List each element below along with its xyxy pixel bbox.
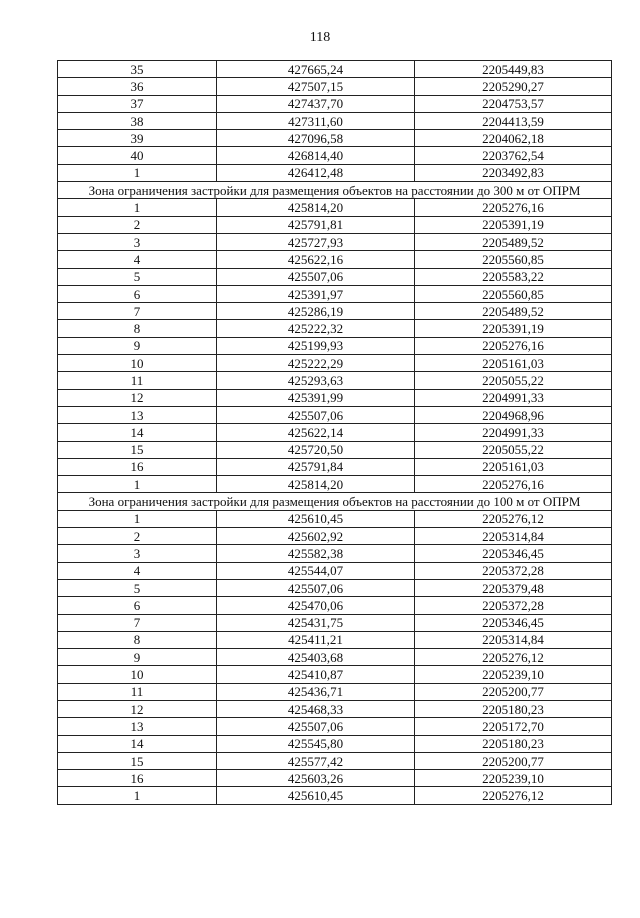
coordinates-table <box>57 60 612 805</box>
point-number-cell: 16 <box>58 458 217 475</box>
y-coordinate-cell: 2205391,19 <box>415 216 612 233</box>
x-coordinate-cell: 425431,75 <box>217 614 415 631</box>
table-row <box>58 718 612 735</box>
y-coordinate-cell: 2205276,16 <box>415 476 612 493</box>
table-row <box>58 372 612 389</box>
x-coordinate-cell: 425545,80 <box>217 735 415 752</box>
table-row <box>58 268 612 285</box>
y-coordinate-cell: 2205583,22 <box>415 268 612 285</box>
table-row <box>58 130 612 147</box>
point-number-cell: 14 <box>58 424 217 441</box>
y-coordinate-cell: 2205314,84 <box>415 631 612 648</box>
x-coordinate-cell: 425727,93 <box>217 233 415 250</box>
point-number-cell: 6 <box>58 597 217 614</box>
x-coordinate-cell: 425411,21 <box>217 631 415 648</box>
y-coordinate-cell: 2205489,52 <box>415 303 612 320</box>
table-row <box>58 320 612 337</box>
table-row <box>58 251 612 268</box>
point-number-cell: 7 <box>58 303 217 320</box>
y-coordinate-cell: 2205391,19 <box>415 320 612 337</box>
y-coordinate-cell: 2205055,22 <box>415 441 612 458</box>
point-number-cell: 39 <box>58 130 217 147</box>
y-coordinate-cell: 2205560,85 <box>415 285 612 302</box>
x-coordinate-cell: 425470,06 <box>217 597 415 614</box>
x-coordinate-cell: 425720,50 <box>217 441 415 458</box>
section-title: Зона ограничения застройки для размещения объектов на расстоянии до 100 м от ОПРМ <box>58 493 612 510</box>
point-number-cell: 4 <box>58 251 217 268</box>
table-row <box>58 752 612 769</box>
table-row <box>58 770 612 787</box>
table-row <box>58 78 612 95</box>
y-coordinate-cell: 2205489,52 <box>415 233 612 250</box>
y-coordinate-cell: 2205372,28 <box>415 597 612 614</box>
table-row <box>58 666 612 683</box>
point-number-cell: 37 <box>58 95 217 112</box>
table-row <box>58 579 612 596</box>
y-coordinate-cell: 2205180,23 <box>415 735 612 752</box>
x-coordinate-cell: 425391,99 <box>217 389 415 406</box>
y-coordinate-cell: 2205290,27 <box>415 78 612 95</box>
x-coordinate-cell: 426412,48 <box>217 164 415 181</box>
table-row <box>58 528 612 545</box>
x-coordinate-cell: 425577,42 <box>217 752 415 769</box>
point-number-cell: 3 <box>58 545 217 562</box>
table-row <box>58 787 612 804</box>
x-coordinate-cell: 425410,87 <box>217 666 415 683</box>
y-coordinate-cell: 2204968,96 <box>415 406 612 423</box>
y-coordinate-cell: 2205200,77 <box>415 683 612 700</box>
point-number-cell: 1 <box>58 476 217 493</box>
y-coordinate-cell: 2205055,22 <box>415 372 612 389</box>
x-coordinate-cell: 427096,58 <box>217 130 415 147</box>
x-coordinate-cell: 425791,81 <box>217 216 415 233</box>
table-row <box>58 649 612 666</box>
point-number-cell: 6 <box>58 285 217 302</box>
y-coordinate-cell: 2205372,28 <box>415 562 612 579</box>
x-coordinate-cell: 425286,19 <box>217 303 415 320</box>
point-number-cell: 12 <box>58 700 217 717</box>
table-row <box>58 476 612 493</box>
table-row <box>58 337 612 354</box>
x-coordinate-cell: 425582,38 <box>217 545 415 562</box>
point-number-cell: 9 <box>58 337 217 354</box>
point-number-cell: 8 <box>58 631 217 648</box>
table-row <box>58 424 612 441</box>
x-coordinate-cell: 427311,60 <box>217 112 415 129</box>
x-coordinate-cell: 425603,26 <box>217 770 415 787</box>
y-coordinate-cell: 2205172,70 <box>415 718 612 735</box>
table-row <box>58 112 612 129</box>
point-number-cell: 10 <box>58 355 217 372</box>
x-coordinate-cell: 425544,07 <box>217 562 415 579</box>
y-coordinate-cell: 2203492,83 <box>415 164 612 181</box>
y-coordinate-cell: 2205560,85 <box>415 251 612 268</box>
x-coordinate-cell: 425507,06 <box>217 718 415 735</box>
y-coordinate-cell: 2205276,12 <box>415 510 612 527</box>
table-row <box>58 441 612 458</box>
table-row <box>58 233 612 250</box>
y-coordinate-cell: 2205276,12 <box>415 649 612 666</box>
y-coordinate-cell: 2204413,59 <box>415 112 612 129</box>
y-coordinate-cell: 2205161,03 <box>415 355 612 372</box>
y-coordinate-cell: 2205276,16 <box>415 199 612 216</box>
point-number-cell: 35 <box>58 61 217 78</box>
y-coordinate-cell: 2205239,10 <box>415 770 612 787</box>
y-coordinate-cell: 2204753,57 <box>415 95 612 112</box>
x-coordinate-cell: 425222,32 <box>217 320 415 337</box>
table-row <box>58 389 612 406</box>
table-row <box>58 95 612 112</box>
point-number-cell: 16 <box>58 770 217 787</box>
x-coordinate-cell: 425814,20 <box>217 199 415 216</box>
point-number-cell: 12 <box>58 389 217 406</box>
x-coordinate-cell: 425507,06 <box>217 406 415 423</box>
y-coordinate-cell: 2205379,48 <box>415 579 612 596</box>
point-number-cell: 13 <box>58 718 217 735</box>
table-row <box>58 216 612 233</box>
x-coordinate-cell: 427507,15 <box>217 78 415 95</box>
y-coordinate-cell: 2205180,23 <box>415 700 612 717</box>
y-coordinate-cell: 2204991,33 <box>415 424 612 441</box>
y-coordinate-cell: 2205449,83 <box>415 61 612 78</box>
x-coordinate-cell: 427437,70 <box>217 95 415 112</box>
point-number-cell: 2 <box>58 216 217 233</box>
table-row <box>58 164 612 181</box>
point-number-cell: 1 <box>58 787 217 804</box>
x-coordinate-cell: 427665,24 <box>217 61 415 78</box>
x-coordinate-cell: 425436,71 <box>217 683 415 700</box>
table-row <box>58 285 612 302</box>
table-row <box>58 406 612 423</box>
y-coordinate-cell: 2205314,84 <box>415 528 612 545</box>
x-coordinate-cell: 425222,29 <box>217 355 415 372</box>
point-number-cell: 14 <box>58 735 217 752</box>
point-number-cell: 11 <box>58 683 217 700</box>
point-number-cell: 11 <box>58 372 217 389</box>
point-number-cell: 1 <box>58 164 217 181</box>
section-title: Зона ограничения застройки для размещения объектов на расстоянии до 300 м от ОПРМ <box>58 182 612 199</box>
x-coordinate-cell: 425610,45 <box>217 787 415 804</box>
x-coordinate-cell: 425199,93 <box>217 337 415 354</box>
y-coordinate-cell: 2203762,54 <box>415 147 612 164</box>
section-header-row <box>58 182 612 199</box>
x-coordinate-cell: 425602,92 <box>217 528 415 545</box>
y-coordinate-cell: 2205161,03 <box>415 458 612 475</box>
point-number-cell: 4 <box>58 562 217 579</box>
point-number-cell: 1 <box>58 510 217 527</box>
y-coordinate-cell: 2204062,18 <box>415 130 612 147</box>
table-row <box>58 355 612 372</box>
point-number-cell: 13 <box>58 406 217 423</box>
table-row <box>58 545 612 562</box>
table-row <box>58 614 612 631</box>
table-row <box>58 199 612 216</box>
table-row <box>58 303 612 320</box>
y-coordinate-cell: 2204991,33 <box>415 389 612 406</box>
table-row <box>58 510 612 527</box>
x-coordinate-cell: 425622,16 <box>217 251 415 268</box>
table-row <box>58 700 612 717</box>
table-row <box>58 562 612 579</box>
table-row <box>58 458 612 475</box>
x-coordinate-cell: 425610,45 <box>217 510 415 527</box>
table-row <box>58 683 612 700</box>
x-coordinate-cell: 425468,33 <box>217 700 415 717</box>
point-number-cell: 5 <box>58 579 217 596</box>
section-header-row <box>58 493 612 510</box>
y-coordinate-cell: 2205200,77 <box>415 752 612 769</box>
point-number-cell: 40 <box>58 147 217 164</box>
x-coordinate-cell: 425791,84 <box>217 458 415 475</box>
point-number-cell: 2 <box>58 528 217 545</box>
table-row <box>58 735 612 752</box>
x-coordinate-cell: 425622,14 <box>217 424 415 441</box>
point-number-cell: 15 <box>58 752 217 769</box>
point-number-cell: 3 <box>58 233 217 250</box>
point-number-cell: 36 <box>58 78 217 95</box>
point-number-cell: 1 <box>58 199 217 216</box>
y-coordinate-cell: 2205239,10 <box>415 666 612 683</box>
x-coordinate-cell: 425814,20 <box>217 476 415 493</box>
x-coordinate-cell: 425391,97 <box>217 285 415 302</box>
point-number-cell: 10 <box>58 666 217 683</box>
table-row <box>58 147 612 164</box>
coordinates-table-body <box>58 61 612 805</box>
point-number-cell: 15 <box>58 441 217 458</box>
table-row <box>58 597 612 614</box>
point-number-cell: 5 <box>58 268 217 285</box>
x-coordinate-cell: 425507,06 <box>217 579 415 596</box>
point-number-cell: 9 <box>58 649 217 666</box>
x-coordinate-cell: 425403,68 <box>217 649 415 666</box>
x-coordinate-cell: 425507,06 <box>217 268 415 285</box>
x-coordinate-cell: 426814,40 <box>217 147 415 164</box>
point-number-cell: 38 <box>58 112 217 129</box>
x-coordinate-cell: 425293,63 <box>217 372 415 389</box>
point-number-cell: 7 <box>58 614 217 631</box>
y-coordinate-cell: 2205346,45 <box>415 545 612 562</box>
y-coordinate-cell: 2205276,16 <box>415 337 612 354</box>
y-coordinate-cell: 2205346,45 <box>415 614 612 631</box>
y-coordinate-cell: 2205276,12 <box>415 787 612 804</box>
table-row <box>58 631 612 648</box>
table-row <box>58 61 612 78</box>
page-number: 118 <box>309 30 331 45</box>
point-number-cell: 8 <box>58 320 217 337</box>
